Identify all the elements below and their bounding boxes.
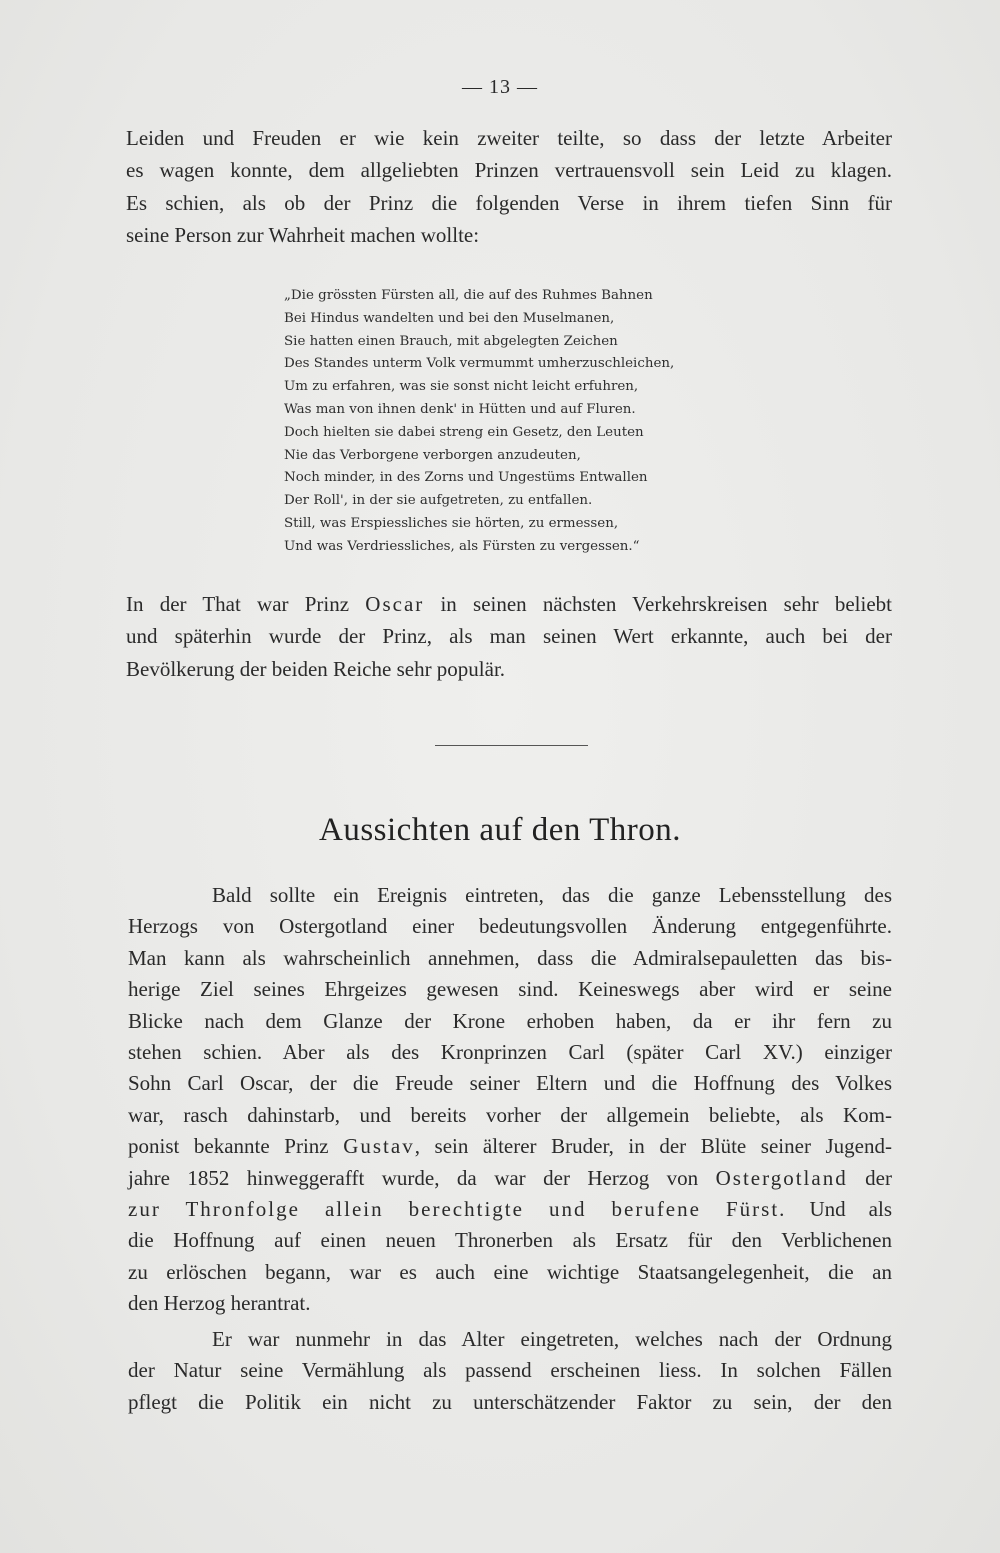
poem-line: Nie das Verborgene verborgen anzudeuten, <box>284 447 581 463</box>
text-fragment: Und als <box>786 1197 892 1222</box>
emphasis-phrase: zur Thronfolge allein berechtigte und berufene Fürst. <box>128 1197 787 1222</box>
text-line: Leiden und Freuden er wie kein zweiter teilte, so dass der letzte Arbeiter <box>126 126 892 150</box>
paragraph-2 <box>128 1324 892 1418</box>
poem-line: Und was Verdriessliches, als Fürsten zu vergessen.“ <box>284 538 640 554</box>
text-line: Sohn Carl Oscar, der die Freude seiner Eltern und die Hoffnung des Volkes <box>128 1071 892 1096</box>
text-line: die Hoffnung auf einen neuen Thronerben als Ersatz für den Verblichenen <box>128 1228 892 1253</box>
poem-line: Doch hielten sie dabei streng ein Gesetz, den Leuten <box>284 424 644 440</box>
after-poem-paragraph <box>126 588 892 685</box>
text-line: Er war nunmehr in das Alter eingetreten, welches nach der Ordnung <box>212 1327 892 1351</box>
poem-line: Des Standes unterm Volk vermummt umherzuschleichen, <box>284 356 675 372</box>
text-fragment: In der That war Prinz <box>126 592 366 616</box>
text-line <box>126 588 892 620</box>
poem-line: Noch minder, in des Zorns und Ungestüms Entwallen <box>284 470 648 486</box>
text-line: Bevölkerung der beiden Reiche sehr populär. <box>126 656 506 681</box>
poem-line: „Die grössten Fürsten all, die auf des Ruhmes Bahnen <box>284 288 653 303</box>
text-fragment: , sein älterer Bruder, in der Blüte seiner Jugend- <box>414 1134 892 1159</box>
text-line: Bald sollte ein Ereignis eintreten, das die ganze Lebensstellung des <box>212 883 892 907</box>
text-line: Man kann als wahrscheinlich annehmen, dass die Admiralsepauletten das bis- <box>128 945 892 970</box>
paragraph-1 <box>128 880 892 1320</box>
poem-line: Bei Hindus wandelten und bei den Muselmanen, <box>284 310 615 326</box>
page-number: — 13 — <box>462 76 538 98</box>
text-fragment: jahre 1852 hinweggerafft wurde, da war der Herzog von <box>128 1165 716 1190</box>
text-line: und späterhin wurde der Prinz, als man seinen Wert erkannte, auch bei der <box>126 624 892 649</box>
text-line: der Natur seine Vermählung als passend erscheinen liess. In solchen Fällen <box>128 1358 892 1383</box>
text-line: herige Ziel seines Ehrgeizes gewesen sind. Keineswegs aber wird er seine <box>128 977 892 1002</box>
text-fragment: ponist bekannte Prinz <box>128 1134 344 1159</box>
section-heading: Aussichten auf den Thron. <box>319 812 681 848</box>
text-line: Es schien, als ob der Prinz die folgenden Verse in ihrem tiefen Sinn für <box>126 190 892 215</box>
poem-line: Was man von ihnen denk' in Hütten und auf Fluren. <box>284 401 636 417</box>
text-line: Blicke nach dem Glanze der Krone erhoben haben, da er ihr fern zu <box>128 1008 892 1033</box>
text-fragment: in seinen nächsten Verkehrskreisen sehr beliebt <box>424 592 893 616</box>
text-line: Herzogs von Ostergotland einer bedeutungsvollen Änderung entgegenführte. <box>128 914 892 939</box>
name-emphasis: Gustav <box>343 1134 415 1159</box>
poem-line: Sie hatten einen Brauch, mit abgelegten Zeichen <box>284 333 618 349</box>
name-emphasis: Ostergotland <box>715 1165 848 1190</box>
poem-line: Still, was Erspiessliches sie hörten, zu ermessen, <box>284 515 619 531</box>
text-line: den Herzog herantrat. <box>128 1291 311 1316</box>
text-line: zu erlöschen begann, war es auch eine wichtige Staatsangelegenheit, die an <box>128 1259 892 1284</box>
poem-quote <box>284 285 734 559</box>
text-fragment: der <box>847 1165 892 1190</box>
text-line: stehen schien. Aber als des Kronprinzen Carl (später Carl XV.) einziger <box>128 1040 892 1065</box>
text-line <box>128 1163 892 1194</box>
text-line <box>128 1131 892 1162</box>
text-line: war, rasch dahinstarb, und bereits vorher der allgemein beliebte, als Kom- <box>128 1102 892 1127</box>
text-line: es wagen konnte, dem allgeliebten Prinzen vertrauensvoll sein Leid zu klagen. <box>126 158 892 183</box>
intro-paragraph <box>126 122 892 251</box>
name-emphasis: Oscar <box>365 592 425 616</box>
section-divider <box>435 745 588 746</box>
text-line: seine Person zur Wahrheit machen wollte: <box>126 222 480 247</box>
poem-line: Der Roll', in der sie aufgetreten, zu entfallen. <box>284 493 593 509</box>
poem-line: Um zu erfahren, was sie sonst nicht leicht erfuhren, <box>284 379 639 395</box>
text-line: pflegt die Politik ein nicht zu unterschätzender Faktor zu sein, der den <box>128 1389 892 1414</box>
text-line <box>128 1194 892 1225</box>
